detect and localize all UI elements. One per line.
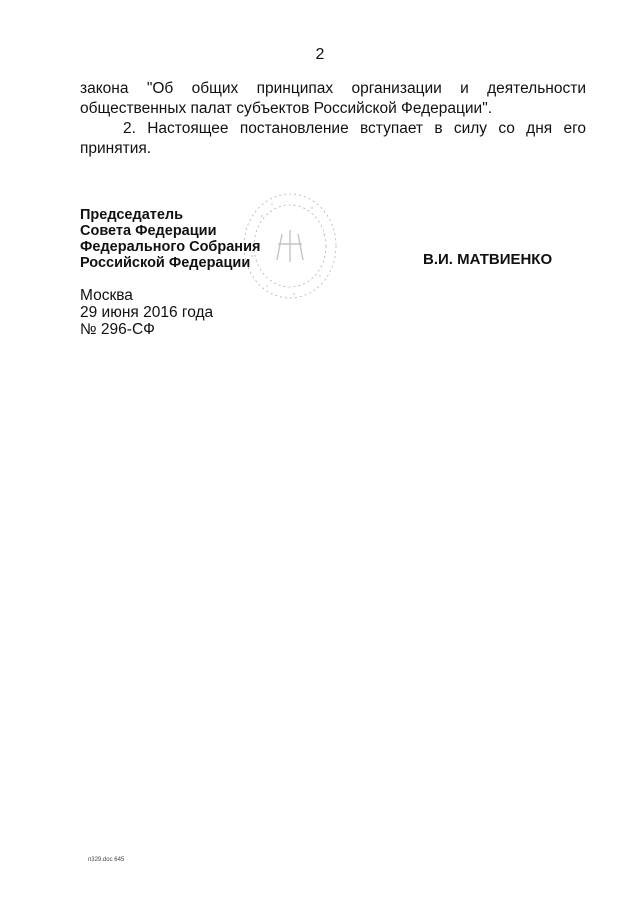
- paragraph-1-line-2: общественных палат субъектов Российской Федерации".: [80, 100, 493, 117]
- place: Москва: [80, 287, 133, 304]
- signer-title-line-3: Федерального Собрания: [80, 239, 261, 255]
- paragraph-2-line-1: 2. Настоящее постановление вступает в силу со дня его: [123, 120, 586, 137]
- paragraph-1: [80, 79, 586, 119]
- paragraph-2: [80, 119, 586, 159]
- paragraph-1-line-1: закона "Об общих принципах организации и деятельности: [80, 80, 586, 97]
- signer-title: [80, 207, 260, 271]
- signer-title-line-4: Российской Федерации: [80, 255, 251, 271]
- signer-title-line-1: Председатель: [80, 207, 184, 223]
- paragraph-2-line-2: принятия.: [80, 140, 152, 157]
- place-date-block: [80, 287, 213, 338]
- file-reference: п329.doc 645: [88, 857, 125, 863]
- page-number: 2: [315, 46, 325, 63]
- date: 29 июня 2016 года: [80, 304, 214, 321]
- document-number: № 296-СФ: [80, 321, 155, 338]
- signer-name: В.И. МАТВИЕНКО: [423, 251, 553, 268]
- signer-title-line-2: Совета Федерации: [80, 223, 217, 239]
